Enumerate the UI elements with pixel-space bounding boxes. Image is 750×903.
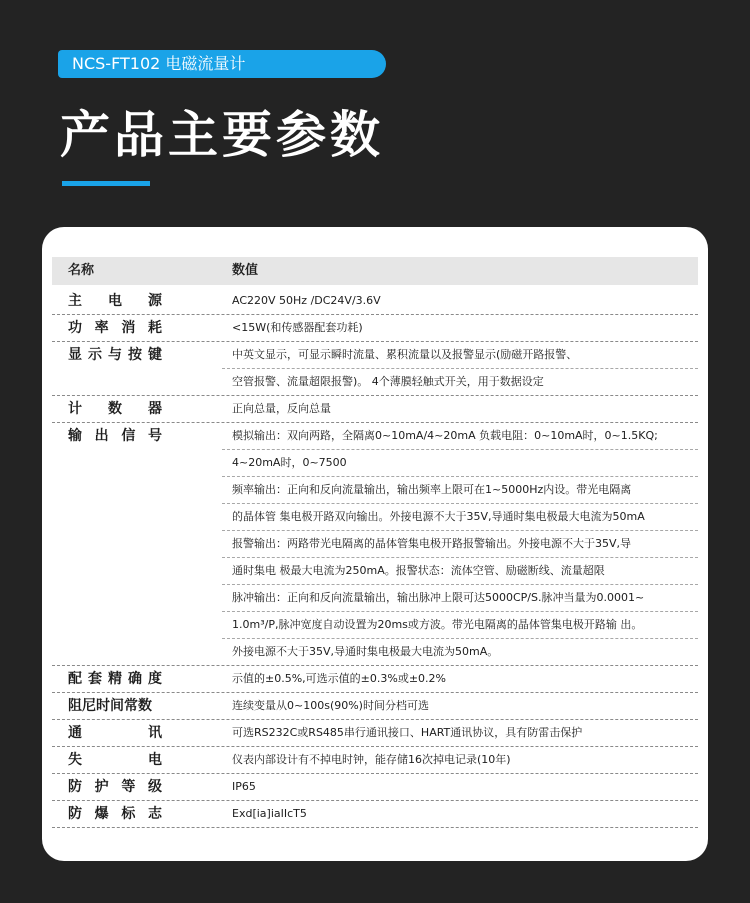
row-label: 计数器 — [68, 401, 162, 417]
row-value-line: 可选RS232C或RS485串行通讯接口、HART通讯协议，具有防雷击保护 — [232, 726, 583, 739]
row-divider — [52, 827, 698, 828]
row-value-line: 连续变量从0~100s(90%)时间分档可选 — [232, 699, 429, 712]
row-label: 显示与按键 — [68, 347, 162, 363]
row-value-line: Exd[ia]iaIIcT5 — [232, 807, 307, 820]
row-value-line: 4~20mA时，0~7500 — [232, 456, 347, 469]
row-label: 功率消耗 — [68, 320, 162, 336]
row-value-line: 示值的±0.5%,可选示值的±0.3%或±0.2% — [232, 672, 446, 685]
row-label: 防爆标志 — [68, 806, 162, 822]
row-value-line: 正向总量，反向总量 — [232, 402, 331, 415]
row-value-line: 的晶体管 集电极开路双向输出。外接电源不大于35V,导通时集电极最大电流为50mA — [232, 510, 645, 523]
row-label: 防护等级 — [68, 779, 162, 795]
row-value-line: IP65 — [232, 780, 256, 793]
row-value-line: 1.0m³/P,脉冲宽度自动设置为20ms或方波。带光电隔离的晶体管集电极开路输 出。 — [232, 618, 643, 631]
row-label: 失电 — [68, 752, 162, 768]
row-value-line: 脉冲输出：正向和反向流量输出，输出脉冲上限可达5000CP/S.脉冲当量为0.0001~ — [232, 591, 645, 604]
row-value-line: 仪表内部设计有不掉电时钟，能存储16次掉电记录(10年) — [232, 753, 511, 766]
row-label: 通讯 — [68, 725, 162, 741]
row-value-line: 中英文显示，可显示瞬时流量、累积流量以及报警显示(励磁开路报警、 — [232, 348, 578, 361]
row-value-line: 频率输出：正向和反向流量输出，输出频率上限可在1~5000Hz内设。带光电隔离 — [232, 483, 632, 496]
column-header-value: 数值 — [232, 263, 259, 278]
column-header-name: 名称 — [68, 263, 95, 278]
row-label: 配套精确度 — [68, 671, 162, 687]
row-label: 主电源 — [68, 293, 162, 309]
row-label: 输出信号 — [68, 428, 162, 444]
product-model-badge: NCS-FT102 电磁流量计 — [58, 50, 386, 78]
table-header — [52, 257, 698, 285]
row-value-line: 模拟输出：双向两路，全隔离0~10mA/4~20mA 负载电阻：0~10mA时，0~1.5KQ; — [232, 429, 658, 442]
row-value-line: 通时集电 极最大电流为250mA。报警状态：流体空管、励磁断线、流量超限 — [232, 564, 605, 577]
row-value-line: 外接电源不大于35V,导通时集电极最大电流为50mA。 — [232, 645, 499, 658]
page-title: 产品主要参数 — [60, 106, 384, 164]
row-value-line: 报警输出：两路带光电隔离的晶体管集电极开路报警输出。外接电源不大于35V,导 — [232, 537, 632, 550]
row-label: 阻尼时间常数 — [68, 698, 152, 714]
row-value-line: AC220V 50Hz /DC24V/3.6V — [232, 294, 381, 307]
row-value-line: <15W(和传感器配套功耗) — [232, 321, 363, 334]
title-underline — [62, 181, 150, 186]
row-value-line: 空管报警、流量超限报警)。 4个薄膜轻触式开关，用于数据设定 — [232, 375, 544, 388]
